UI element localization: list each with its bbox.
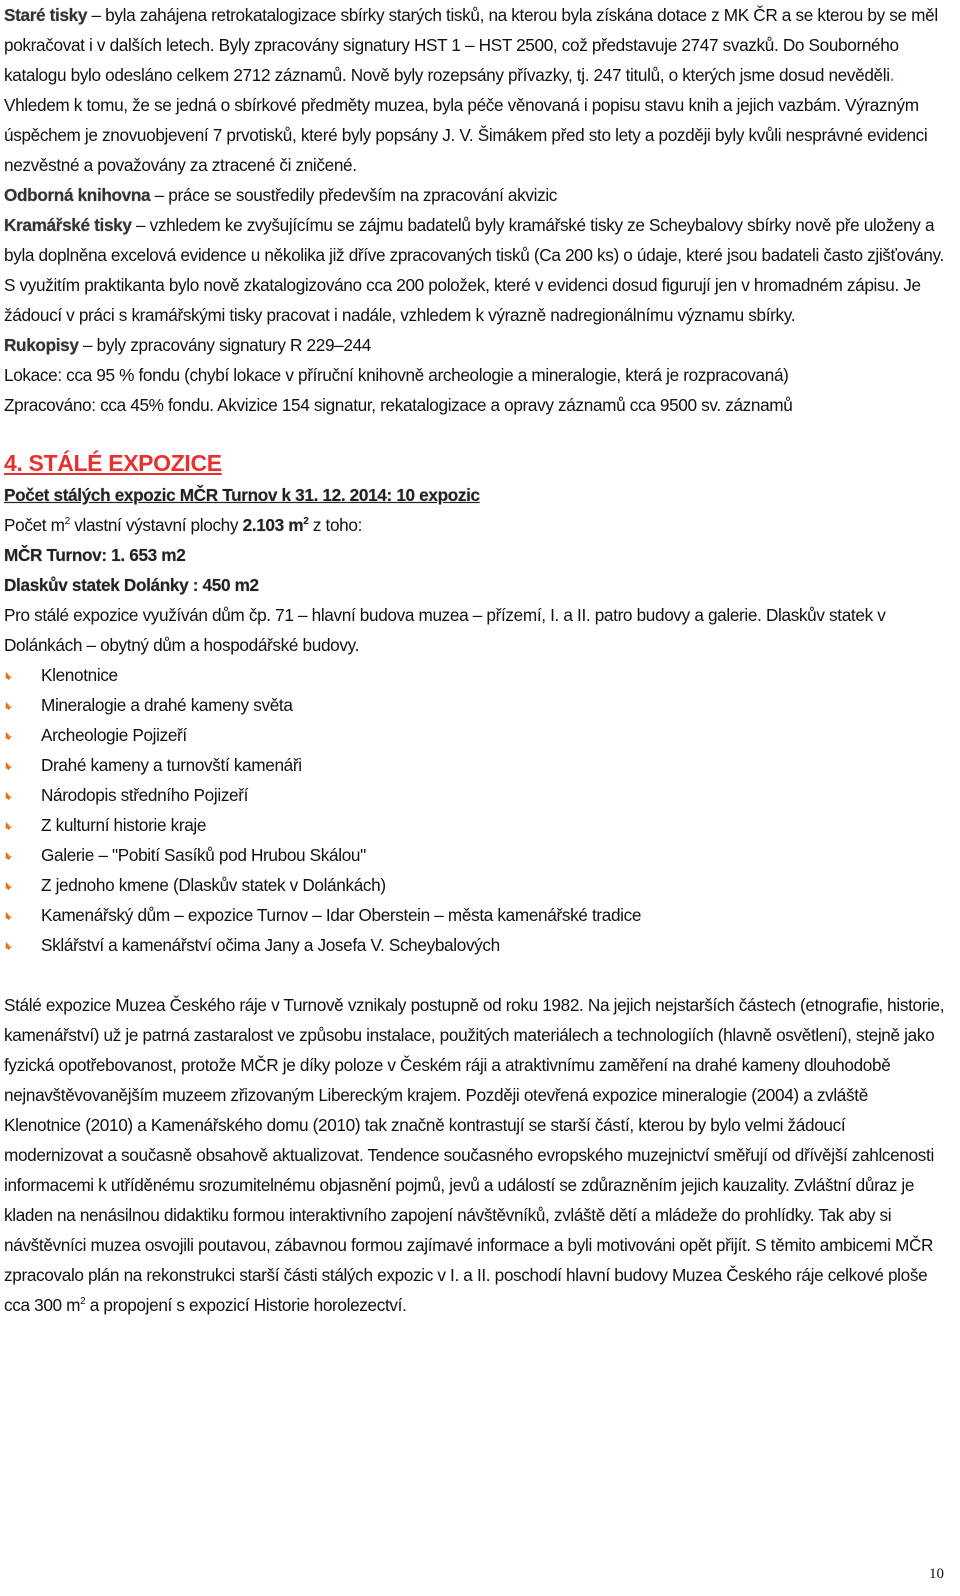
label-old-prints: Staré tisky xyxy=(4,5,88,25)
library-text: – práce se soustředily především na zpracování akvizic xyxy=(150,185,558,205)
page-number: 10 xyxy=(929,1566,944,1582)
document-page xyxy=(4,0,948,1320)
bullet-arrow-icon xyxy=(4,881,13,890)
list-item-label: Kamenářský dům – expozice Turnov – Idar Oberstein – města kamenářské tradice xyxy=(41,905,642,925)
list-item xyxy=(4,870,948,900)
label-manuscripts: Rukopisy xyxy=(4,335,79,355)
list-item xyxy=(4,690,948,720)
exhibition-list xyxy=(4,660,948,960)
list-item xyxy=(4,780,948,810)
list-item-label: Sklářství a kamenářství očima Jany a Josefa V. Scheybalových xyxy=(41,935,500,955)
closing-paragraph xyxy=(4,990,948,1320)
paragraph-old-prints xyxy=(4,0,948,180)
list-item-label: Z jednoho kmene (Dlaskův statek v Dolánkách) xyxy=(41,875,386,895)
list-item xyxy=(4,720,948,750)
dlask-label: Dlaskův statek Dolánky xyxy=(4,575,189,595)
chapbooks-text: – vzhledem ke zvyšujícímu se zájmu badatelů byly kramářské tisky ze Scheybalovy sbírky nově pře uloženy a byla doplněna excelová evidence u několika již dříve zpracovaných tisků (Ca 200 ks) o údaje, které jsou badateli často zjišťovány. S využitím praktikanta bylo nově zkatalogizováno cca 200 položek, které v evidenci dosud figurují jen v hromadném zápisu. Je žádoucí v práci s kramářskými tisky pracovat i nadále, vzhledem k výrazně nadregionálnímu významu sbírky. xyxy=(4,215,944,325)
old-prints-text: – byla zahájena retrokatalogizace sbírky starých tisků, na kterou byla získána dotace z MK ČR a se kterou by se měl pokračovat i v dalších letech. Byly zpracovány signatury HST 1 – HST 2500, což představuje 2747 svazků. Do Souborného katalogu bylo odesláno celkem 2712 záznamů. Nově byly rozepsány přívazky, tj. 247 titulů, o kterých jsme dosud nevěděli xyxy=(4,5,938,85)
area-suffix: z toho: xyxy=(308,515,362,535)
bullet-arrow-icon xyxy=(4,851,13,860)
bullet-arrow-icon xyxy=(4,701,13,710)
section-title: 4. STÁLÉ EXPOZICE xyxy=(4,450,222,476)
list-item xyxy=(4,660,948,690)
list-item-label: Národopis středního Pojizeří xyxy=(41,785,249,805)
area-sup: 2 xyxy=(64,516,70,527)
paragraph-manuscripts xyxy=(4,330,948,360)
area-value-sup: 2 xyxy=(303,516,309,527)
closing-sup: 2 xyxy=(80,1296,86,1307)
old-prints-rest: Vhledem k tomu, že se jedná o sbírkové předměty muzea, byla péče věnovaná i popisu stavu knih a jejich vazbám. Výrazným úspěchem je znovuobjevení 7 prvotisků, které byly popsány J. V. Šimákem před sto lety a později byly kvůli nesprávné evidenci nezvěstné a považovány za ztracené či zničené. xyxy=(4,95,928,175)
bullet-arrow-icon xyxy=(4,791,13,800)
label-chapbooks: Kramářské tisky xyxy=(4,215,132,235)
label-library: Odborná knihovna xyxy=(4,185,151,205)
bullet-arrow-icon xyxy=(4,911,13,920)
spacer xyxy=(4,960,948,990)
paragraph-chapbooks xyxy=(4,210,948,330)
area-mid: vlastní výstavní plochy xyxy=(69,515,243,535)
list-item xyxy=(4,930,948,960)
list-item-label: Mineralogie a drahé kameny světa xyxy=(41,695,293,715)
list-item-label: Archeologie Pojizeří xyxy=(41,725,187,745)
bullet-arrow-icon xyxy=(4,821,13,830)
bullet-arrow-icon xyxy=(4,761,13,770)
manuscripts-text: – byly zpracovány signatury R 229–244 xyxy=(78,335,371,355)
area-value: 2.103 m xyxy=(242,515,304,535)
list-item-label: Klenotnice xyxy=(41,665,118,685)
closing-main: Stálé expozice Muzea Českého ráje v Turnově vznikaly postupně od roku 1982. Na jejich nejstarších částech (etnografie, historie, kamenářství) už je patrná zastaralost ve způsobu instalace, použitých materiálech a technologiích (hlavně osvětlení), stejně jako fyzická opotřebovanost, protože MČR je díky poloze v Českém ráji a atraktivnímu zaměření na drahé kameny dlouhodobě nejnavštěvovanějším muzeem zřizovaným Libereckým krajem. Později otevřená expozice mineralogie (2004) a zvláště Klenotnice (2010) a Kamenářského domu (2010) tak značně kontrastují se starší částí, kterou by bylo velmi žádoucí modernizovat a současně obsahově aktualizovat. Tendence současného evropského muzejnictví směřují od dřívější zahlcenosti informacemi k utříděnému srozumitelnému objasnění pojmů, jevů a událostí se zdůrazněním jejich kauzality. Zvláštní důraz je kladen na nenásilnou didaktiku formou interaktivního zapojení návštěvníků, zvláště dětí a mládeže do prohlídky. Tak aby si návštěvníci muzea osvojili poutavou, zábavnou formou zajímavé informace a byli motivováni opět přijít. S těmito ambicemi MČR zpracovalo plán na rekonstrukci starší části stálých expozic v I. a II. poschodí hlavní budovy Muzea Českého ráje celkové ploše cca 300 m xyxy=(4,995,945,1315)
list-item xyxy=(4,810,948,840)
dlask-area xyxy=(4,570,948,600)
paragraph-library xyxy=(4,180,948,210)
bullet-arrow-icon xyxy=(4,731,13,740)
bullet-arrow-icon xyxy=(4,671,13,680)
turnov-area: MČR Turnov: 1. 653 m2 xyxy=(4,545,186,565)
paragraph-location: Lokace: cca 95 % fondu (chybí lokace v příruční knihovně archeologie a mineralogie, která je rozpracovaná) xyxy=(4,365,789,385)
exhibition-area xyxy=(4,510,948,540)
list-item-label: Z kulturní historie kraje xyxy=(41,815,207,835)
area-prefix: Počet m xyxy=(4,515,65,535)
exhibitions-intro: Pro stálé expozice využíván dům čp. 71 – hlavní budova muzea – přízemí, I. a II. patro budovy a galerie. Dlaskův statek v Dolánkách – obytný dům a hospodářské budovy. xyxy=(4,605,886,655)
bullet-arrow-icon xyxy=(4,941,13,950)
green-dot: . xyxy=(889,65,895,85)
list-item-label: Galerie – "Pobití Sasíků pod Hrubou Skálou" xyxy=(41,845,366,865)
list-item xyxy=(4,750,948,780)
list-item xyxy=(4,900,948,930)
paragraph-processed: Zpracováno: cca 45% fondu. Akvizice 154 signatur, rekatalogizace a opravy záznamů cca 9500 sv. záznamů xyxy=(4,395,793,415)
list-item-label: Drahé kameny a turnovští kamenáři xyxy=(41,755,302,775)
exhibition-count: Počet stálých expozic MČR Turnov k 31. 12. 2014: 10 expozic xyxy=(4,485,480,505)
closing-end: a propojení s expozicí Historie horolezectví. xyxy=(85,1295,407,1315)
dlask-value: : 450 m2 xyxy=(188,575,259,595)
list-item xyxy=(4,840,948,870)
